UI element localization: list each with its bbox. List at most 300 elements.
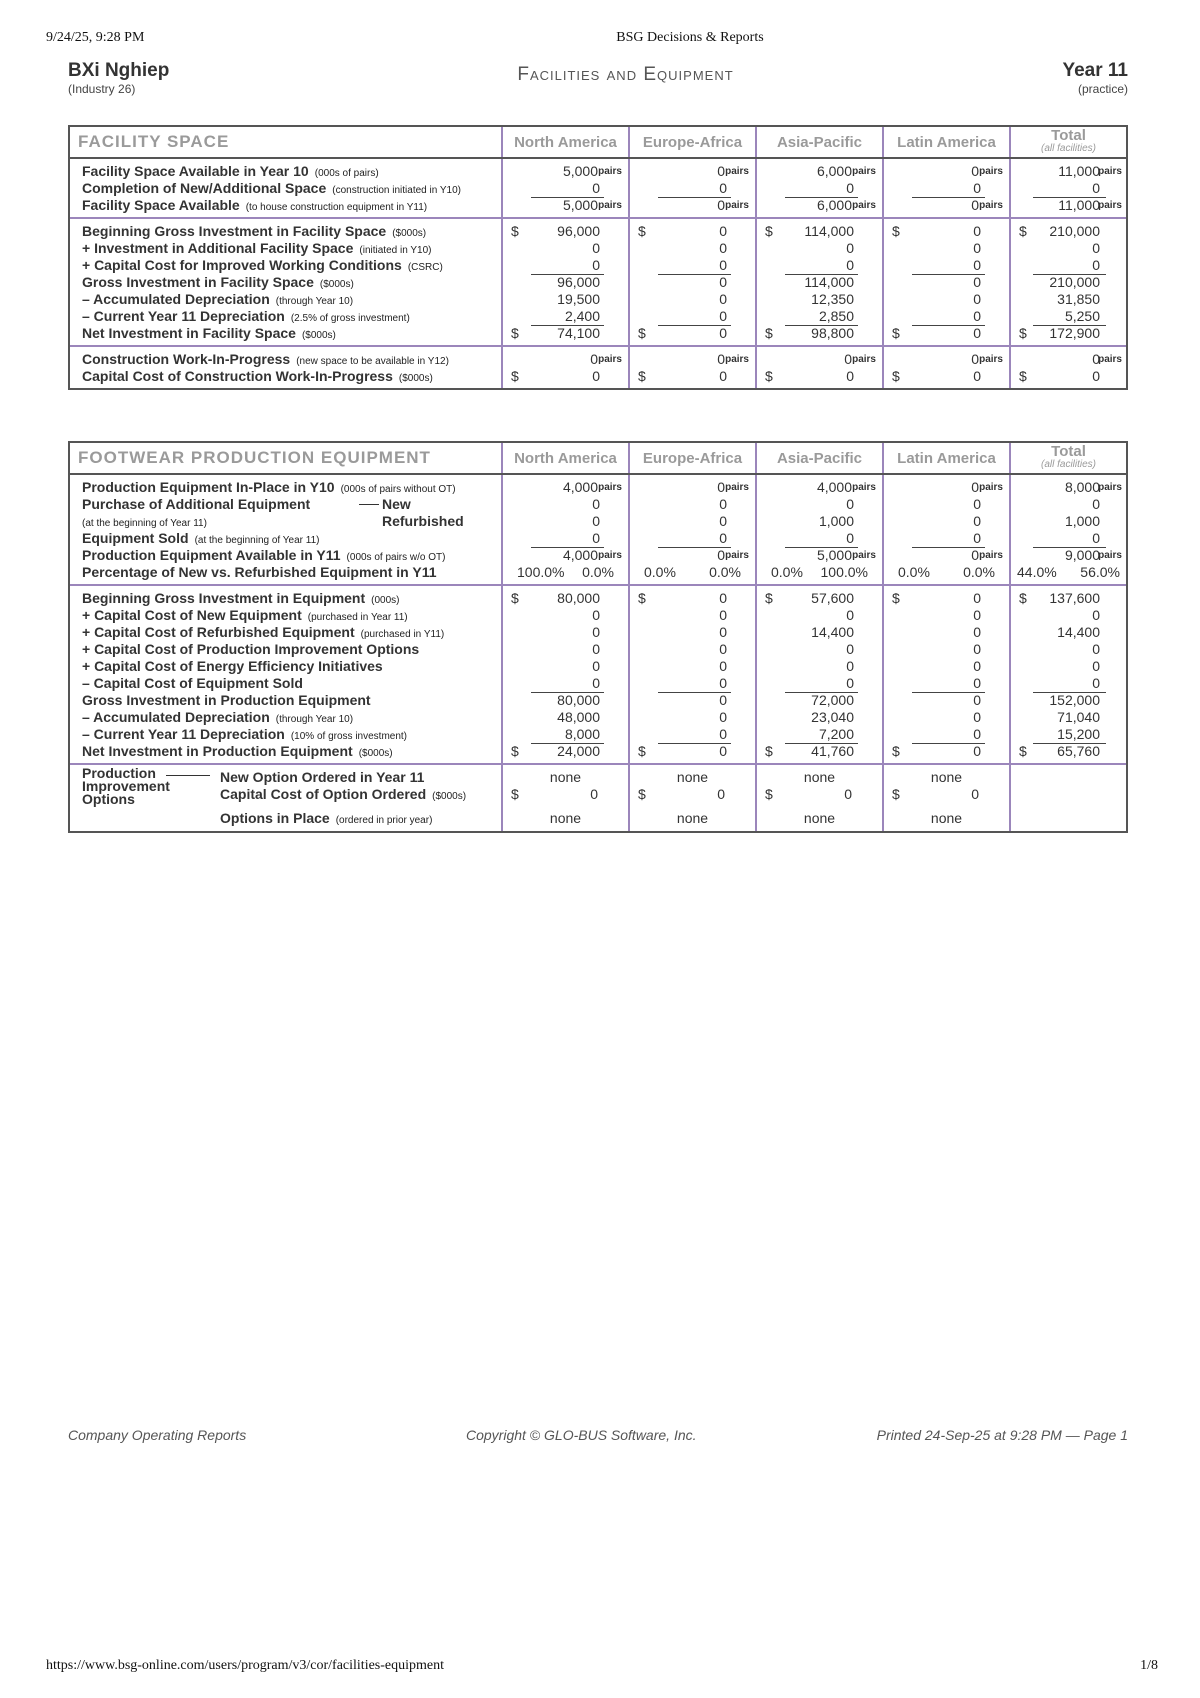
value: 0 [590, 351, 598, 367]
value-cell-line [503, 641, 628, 658]
value: 0 [719, 590, 727, 606]
value: 0 [846, 240, 854, 256]
value: 0 [971, 163, 979, 179]
production-equipment-panel [68, 441, 1128, 833]
value-cell-line [630, 274, 755, 291]
value: 0 [844, 351, 852, 367]
total-column [1010, 346, 1126, 388]
value: 0 [592, 368, 600, 384]
value-cell-line [1011, 547, 1126, 564]
label-column [70, 585, 502, 764]
total-header: Total (all facilities) [1010, 443, 1126, 474]
value: 5,000 [562, 163, 598, 179]
row-label-text: Production Equipment In-Place in Y10 [82, 479, 335, 495]
value-cell-line [630, 641, 755, 658]
value-cell-line [630, 308, 755, 325]
row-label [82, 624, 501, 641]
value-cell-line [1011, 325, 1126, 342]
unit-pairs: pairs [598, 482, 622, 493]
value-cell-line [503, 291, 628, 308]
value-cell-line [884, 658, 1009, 675]
row-label-note: (construction initiated in Y10) [332, 185, 462, 196]
unit-pairs: pairs [1098, 200, 1122, 211]
value-cell-line [1011, 180, 1126, 197]
value-cell-line [757, 291, 882, 308]
row-label [82, 180, 501, 197]
value: 8,000 [1064, 479, 1100, 495]
value-cell-line [1011, 513, 1126, 530]
row-label-text: New Option Ordered in Year 11 [220, 769, 425, 785]
value: 0 [973, 726, 981, 742]
value-cell-line [884, 692, 1009, 709]
value-cell-line [757, 308, 882, 325]
currency-symbol: $ [1019, 325, 1027, 341]
options-title: Production Improvement Options [82, 765, 170, 807]
value-cell-line [757, 479, 882, 496]
value-cell-line [884, 274, 1009, 291]
value-cell-line [757, 368, 882, 385]
pct-refurbished: 56.0% [1080, 564, 1120, 580]
unit-pairs: pairs [598, 354, 622, 365]
region-column [502, 346, 629, 388]
option-cost: 0 [971, 786, 979, 802]
currency-symbol: $ [511, 743, 519, 759]
row-label [220, 786, 466, 802]
row-label-note: (through Year 10) [275, 296, 354, 307]
currency-symbol: $ [892, 590, 900, 606]
currency-symbol: $ [511, 325, 519, 341]
row-label-note: (000s of pairs without OT) [340, 484, 456, 495]
row-label-text: – Capital Cost of Equipment Sold [82, 675, 303, 691]
value: 0 [973, 675, 981, 691]
value-cell-line [503, 163, 628, 180]
value-cell-line [1011, 709, 1126, 726]
value-cell-line [1011, 658, 1126, 675]
footer-left: Company Operating Reports [68, 1427, 247, 1443]
unit-pairs: pairs [852, 166, 876, 177]
equipment-investment-group [70, 585, 1126, 764]
row-label [82, 291, 501, 308]
value-cell-line [884, 641, 1009, 658]
value-cell-line [503, 624, 628, 641]
value: 0 [1092, 257, 1100, 273]
row-label-note: (purchased in Year 11) [307, 612, 408, 623]
value: 24,000 [557, 743, 600, 759]
value: 0 [973, 692, 981, 708]
currency-symbol: $ [1019, 590, 1027, 606]
value-cell-line [503, 496, 628, 513]
print-page-title: BSG Decisions & Reports [616, 30, 764, 45]
value: 0 [973, 624, 981, 640]
value: 0 [719, 530, 727, 546]
value: 0 [973, 308, 981, 324]
value: 4,000 [816, 479, 852, 495]
unit-pairs: pairs [979, 550, 1003, 561]
value: 0 [1092, 240, 1100, 256]
row-label [82, 308, 501, 325]
production-equipment-table [70, 443, 1126, 831]
row-label-text: – Accumulated Depreciation [82, 291, 270, 307]
options-cell [757, 765, 882, 831]
value: 0 [719, 709, 727, 725]
pct-new: 100.0% [517, 564, 565, 580]
value-cell-line [503, 257, 628, 274]
value: 0 [973, 180, 981, 196]
value-cell-line [757, 197, 882, 214]
value-cell-line [757, 624, 882, 641]
value: 0 [973, 291, 981, 307]
value: 0 [973, 607, 981, 623]
value: 0 [973, 325, 981, 341]
value: 8,000 [564, 726, 600, 742]
value: 0 [719, 726, 727, 742]
value-cell-line [1011, 530, 1126, 547]
value: 5,250 [1064, 308, 1100, 324]
label-column [70, 158, 502, 218]
pct-new: 44.0% [1017, 564, 1057, 580]
value-cell-line [1011, 564, 1126, 581]
pct-new: 0.0% [644, 564, 676, 580]
value: 12,350 [811, 291, 854, 307]
unit-pairs: pairs [725, 482, 749, 493]
print-footer [0, 1658, 1200, 1678]
unit-pairs: pairs [852, 482, 876, 493]
unit-pairs: pairs [852, 550, 876, 561]
table-row [70, 346, 1126, 388]
region-header: Europe-Africa [629, 127, 756, 158]
row-label-text: Production Equipment Available in Y11 [82, 547, 341, 563]
row-label-note: (through Year 10) [275, 714, 354, 725]
value: 210,000 [1049, 274, 1100, 290]
value-cell-line [630, 607, 755, 624]
value: 0 [973, 513, 981, 529]
currency-symbol: $ [892, 368, 900, 384]
value: 72,000 [811, 692, 854, 708]
value-cell-line [757, 709, 882, 726]
value: 0 [973, 240, 981, 256]
value: 0 [846, 496, 854, 512]
industry-label: (Industry 26) [68, 82, 136, 96]
value-cell-line [503, 607, 628, 624]
value-cell-line [630, 479, 755, 496]
region-column [502, 585, 629, 764]
value: 0 [846, 641, 854, 657]
value-cell-line [757, 564, 882, 581]
value: 0 [719, 513, 727, 529]
value: 0 [1092, 530, 1100, 546]
value-cell-line [1011, 496, 1126, 513]
value-cell-line [503, 692, 628, 709]
total-column [1010, 218, 1126, 346]
value-cell-line [757, 223, 882, 240]
options-cell [884, 765, 1009, 831]
currency-symbol: $ [765, 786, 773, 802]
value-cell-line [630, 496, 755, 513]
row-label [220, 810, 432, 826]
region-column [629, 158, 756, 218]
value: 0 [717, 351, 725, 367]
value: 4,000 [562, 479, 598, 495]
value-cell-line [884, 479, 1009, 496]
value-cell-line [884, 709, 1009, 726]
pct-new: 0.0% [771, 564, 803, 580]
option-ordered: none [930, 769, 963, 785]
value: 114,000 [804, 223, 854, 239]
table-row [70, 158, 1126, 218]
row-label [82, 709, 501, 726]
value: 0 [719, 325, 727, 341]
row-label-note: ($000s) [358, 748, 393, 759]
value: 0 [846, 658, 854, 674]
value-cell-line [757, 547, 882, 564]
value-cell-line [1011, 726, 1126, 743]
currency-symbol: $ [638, 590, 646, 606]
value-cell-line [884, 564, 1009, 581]
value: 2,400 [564, 308, 600, 324]
pct-refurbished: 0.0% [709, 564, 741, 580]
row-label [82, 240, 501, 257]
print-page-number: 1/8 [1140, 1658, 1158, 1673]
currency-symbol: $ [638, 325, 646, 341]
option-cost: 0 [844, 786, 852, 802]
value-cell-line [1011, 351, 1126, 368]
value: 0 [592, 513, 600, 529]
unit-pairs: pairs [598, 166, 622, 177]
row-label [82, 197, 501, 214]
options-in-place: none [803, 810, 836, 826]
value: 0 [846, 180, 854, 196]
region-header: North America [502, 443, 629, 474]
unit-pairs: pairs [725, 166, 749, 177]
row-label [82, 163, 501, 180]
value-cell-line [630, 624, 755, 641]
value-cell-line [884, 743, 1009, 760]
value-cell-line [503, 513, 628, 530]
value-cell-line [503, 709, 628, 726]
row-label [82, 726, 501, 743]
row-label [82, 743, 501, 760]
value-cell-line [503, 197, 628, 214]
value-cell-line [1011, 692, 1126, 709]
value-cell-line [503, 564, 628, 581]
region-column [883, 218, 1010, 346]
value-cell-line [757, 726, 882, 743]
value: 0 [592, 240, 600, 256]
row-label [82, 274, 501, 291]
value: 31,850 [1057, 291, 1100, 307]
region-column [883, 474, 1010, 585]
value: 14,400 [811, 624, 854, 640]
value-cell-line [630, 590, 755, 607]
value-cell-line [884, 675, 1009, 692]
region-column [883, 158, 1010, 218]
company-name: BXi Nghiep [68, 60, 170, 81]
row-label-note: ($000s) [301, 330, 336, 341]
value: 0 [719, 180, 727, 196]
value: 19,500 [557, 291, 600, 307]
value-cell-line [884, 180, 1009, 197]
value-cell-line [630, 351, 755, 368]
row-label [82, 257, 501, 274]
row-label-note: ($000s) [392, 228, 427, 239]
region-column [883, 764, 1010, 831]
value-cell-line [630, 547, 755, 564]
value-cell-line [1011, 197, 1126, 214]
value: 0 [1092, 658, 1100, 674]
pct-new: 0.0% [898, 564, 930, 580]
unit-pairs: pairs [1098, 550, 1122, 561]
row-label [82, 692, 501, 709]
currency-symbol: $ [765, 743, 773, 759]
value-cell-line [1011, 743, 1126, 760]
currency-symbol: $ [765, 590, 773, 606]
value-cell-line [884, 257, 1009, 274]
region-column [756, 158, 883, 218]
value-cell-line [630, 692, 755, 709]
row-label [82, 547, 501, 564]
value-cell-line [757, 163, 882, 180]
value-cell-line [630, 564, 755, 581]
region-column [883, 585, 1010, 764]
value-cell-line [630, 368, 755, 385]
unit-pairs: pairs [852, 354, 876, 365]
value-cell-line [884, 325, 1009, 342]
row-label-text: – Current Year 11 Depreciation [82, 308, 285, 324]
value: 0 [592, 624, 600, 640]
year-label: Year 11 [1062, 60, 1128, 81]
value-cell-line [630, 197, 755, 214]
region-column [502, 474, 629, 585]
value-cell-line [503, 325, 628, 342]
value: 0 [1092, 607, 1100, 623]
region-column [502, 158, 629, 218]
row-label [82, 351, 501, 368]
value-cell-line [1011, 223, 1126, 240]
row-label-text: – Accumulated Depreciation [82, 709, 270, 725]
value-cell-line [503, 479, 628, 496]
equipment-section-title: FOOTWEAR PRODUCTION EQUIPMENT [70, 443, 502, 474]
value-cell-line [757, 496, 882, 513]
unit-pairs: pairs [1098, 482, 1122, 493]
value: 0 [719, 675, 727, 691]
row-label-text: Completion of New/Additional Space [82, 180, 327, 196]
value: 0 [719, 607, 727, 623]
unit-pairs: pairs [979, 166, 1003, 177]
unit-pairs: pairs [852, 200, 876, 211]
value: 0 [719, 658, 727, 674]
value-cell-line [630, 675, 755, 692]
region-column [502, 218, 629, 346]
region-column [883, 346, 1010, 388]
region-header: Asia-Pacific [756, 443, 883, 474]
region-column [756, 218, 883, 346]
options-cell [630, 765, 755, 831]
currency-symbol: $ [1019, 223, 1027, 239]
region-header: Latin America [883, 443, 1010, 474]
region-column [629, 346, 756, 388]
improvement-options-group [70, 764, 1126, 831]
row-label [82, 368, 501, 385]
print-header [0, 30, 1200, 50]
row-label-text: + Capital Cost of Energy Efficiency Initiatives [82, 658, 383, 674]
value-cell-line [884, 547, 1009, 564]
value: 0 [719, 274, 727, 290]
total-column [1010, 764, 1126, 831]
value: 0 [1092, 675, 1100, 691]
row-label [82, 325, 501, 342]
value: 6,000 [816, 197, 852, 213]
value: 0 [719, 223, 727, 239]
value: 114,000 [804, 274, 854, 290]
row-label-text: Construction Work-In-Progress [82, 351, 291, 367]
value-cell-line [884, 590, 1009, 607]
value-cell-line [884, 496, 1009, 513]
value: 80,000 [557, 692, 600, 708]
currency-symbol: $ [511, 223, 519, 239]
unit-pairs: pairs [598, 550, 622, 561]
value-cell-line [884, 197, 1009, 214]
row-label-text: Beginning Gross Investment in Equipment [82, 590, 366, 606]
value-cell-line [503, 530, 628, 547]
row-label-text: Beginning Gross Investment in Facility Space [82, 223, 387, 239]
value: 0 [717, 479, 725, 495]
option-ordered: none [549, 769, 582, 785]
row-label-text: Facility Space Available [82, 197, 240, 213]
value: 0 [592, 641, 600, 657]
value-cell-line [757, 257, 882, 274]
table-row [70, 585, 1126, 764]
row-label [82, 496, 501, 513]
value: 0 [717, 197, 725, 213]
value-cell-line [503, 368, 628, 385]
value: 0 [719, 743, 727, 759]
option-ordered: none [803, 769, 836, 785]
row-label-note: (2.5% of gross investment) [290, 313, 410, 324]
value: 0 [973, 496, 981, 512]
value: 48,000 [557, 709, 600, 725]
value-cell-line [630, 291, 755, 308]
value-cell-line [757, 590, 882, 607]
row-label-note: (000s of pairs w/o OT) [346, 552, 446, 563]
value-cell-line [630, 325, 755, 342]
value: 0 [973, 368, 981, 384]
currency-symbol: $ [638, 368, 646, 384]
unit-pairs: pairs [1098, 354, 1122, 365]
value-cell-line [1011, 274, 1126, 291]
table-row [70, 764, 1126, 831]
row-label [82, 479, 501, 496]
row-label-note: (CSRC) [407, 262, 443, 273]
region-column [629, 474, 756, 585]
value-cell-line [1011, 607, 1126, 624]
currency-symbol: $ [765, 368, 773, 384]
value: 80,000 [557, 590, 600, 606]
row-label-text: – Current Year 11 Depreciation [82, 726, 285, 742]
value: 0 [717, 163, 725, 179]
currency-symbol: $ [511, 786, 519, 802]
currency-symbol: $ [765, 325, 773, 341]
currency-symbol: $ [638, 786, 646, 802]
row-label [82, 590, 501, 607]
value: 152,000 [1049, 692, 1100, 708]
currency-symbol: $ [511, 590, 519, 606]
options-cell [503, 765, 628, 831]
value: 0 [592, 658, 600, 674]
currency-symbol: $ [892, 786, 900, 802]
total-column [1010, 158, 1126, 218]
unit-pairs: pairs [725, 550, 749, 561]
value-cell-line [884, 223, 1009, 240]
